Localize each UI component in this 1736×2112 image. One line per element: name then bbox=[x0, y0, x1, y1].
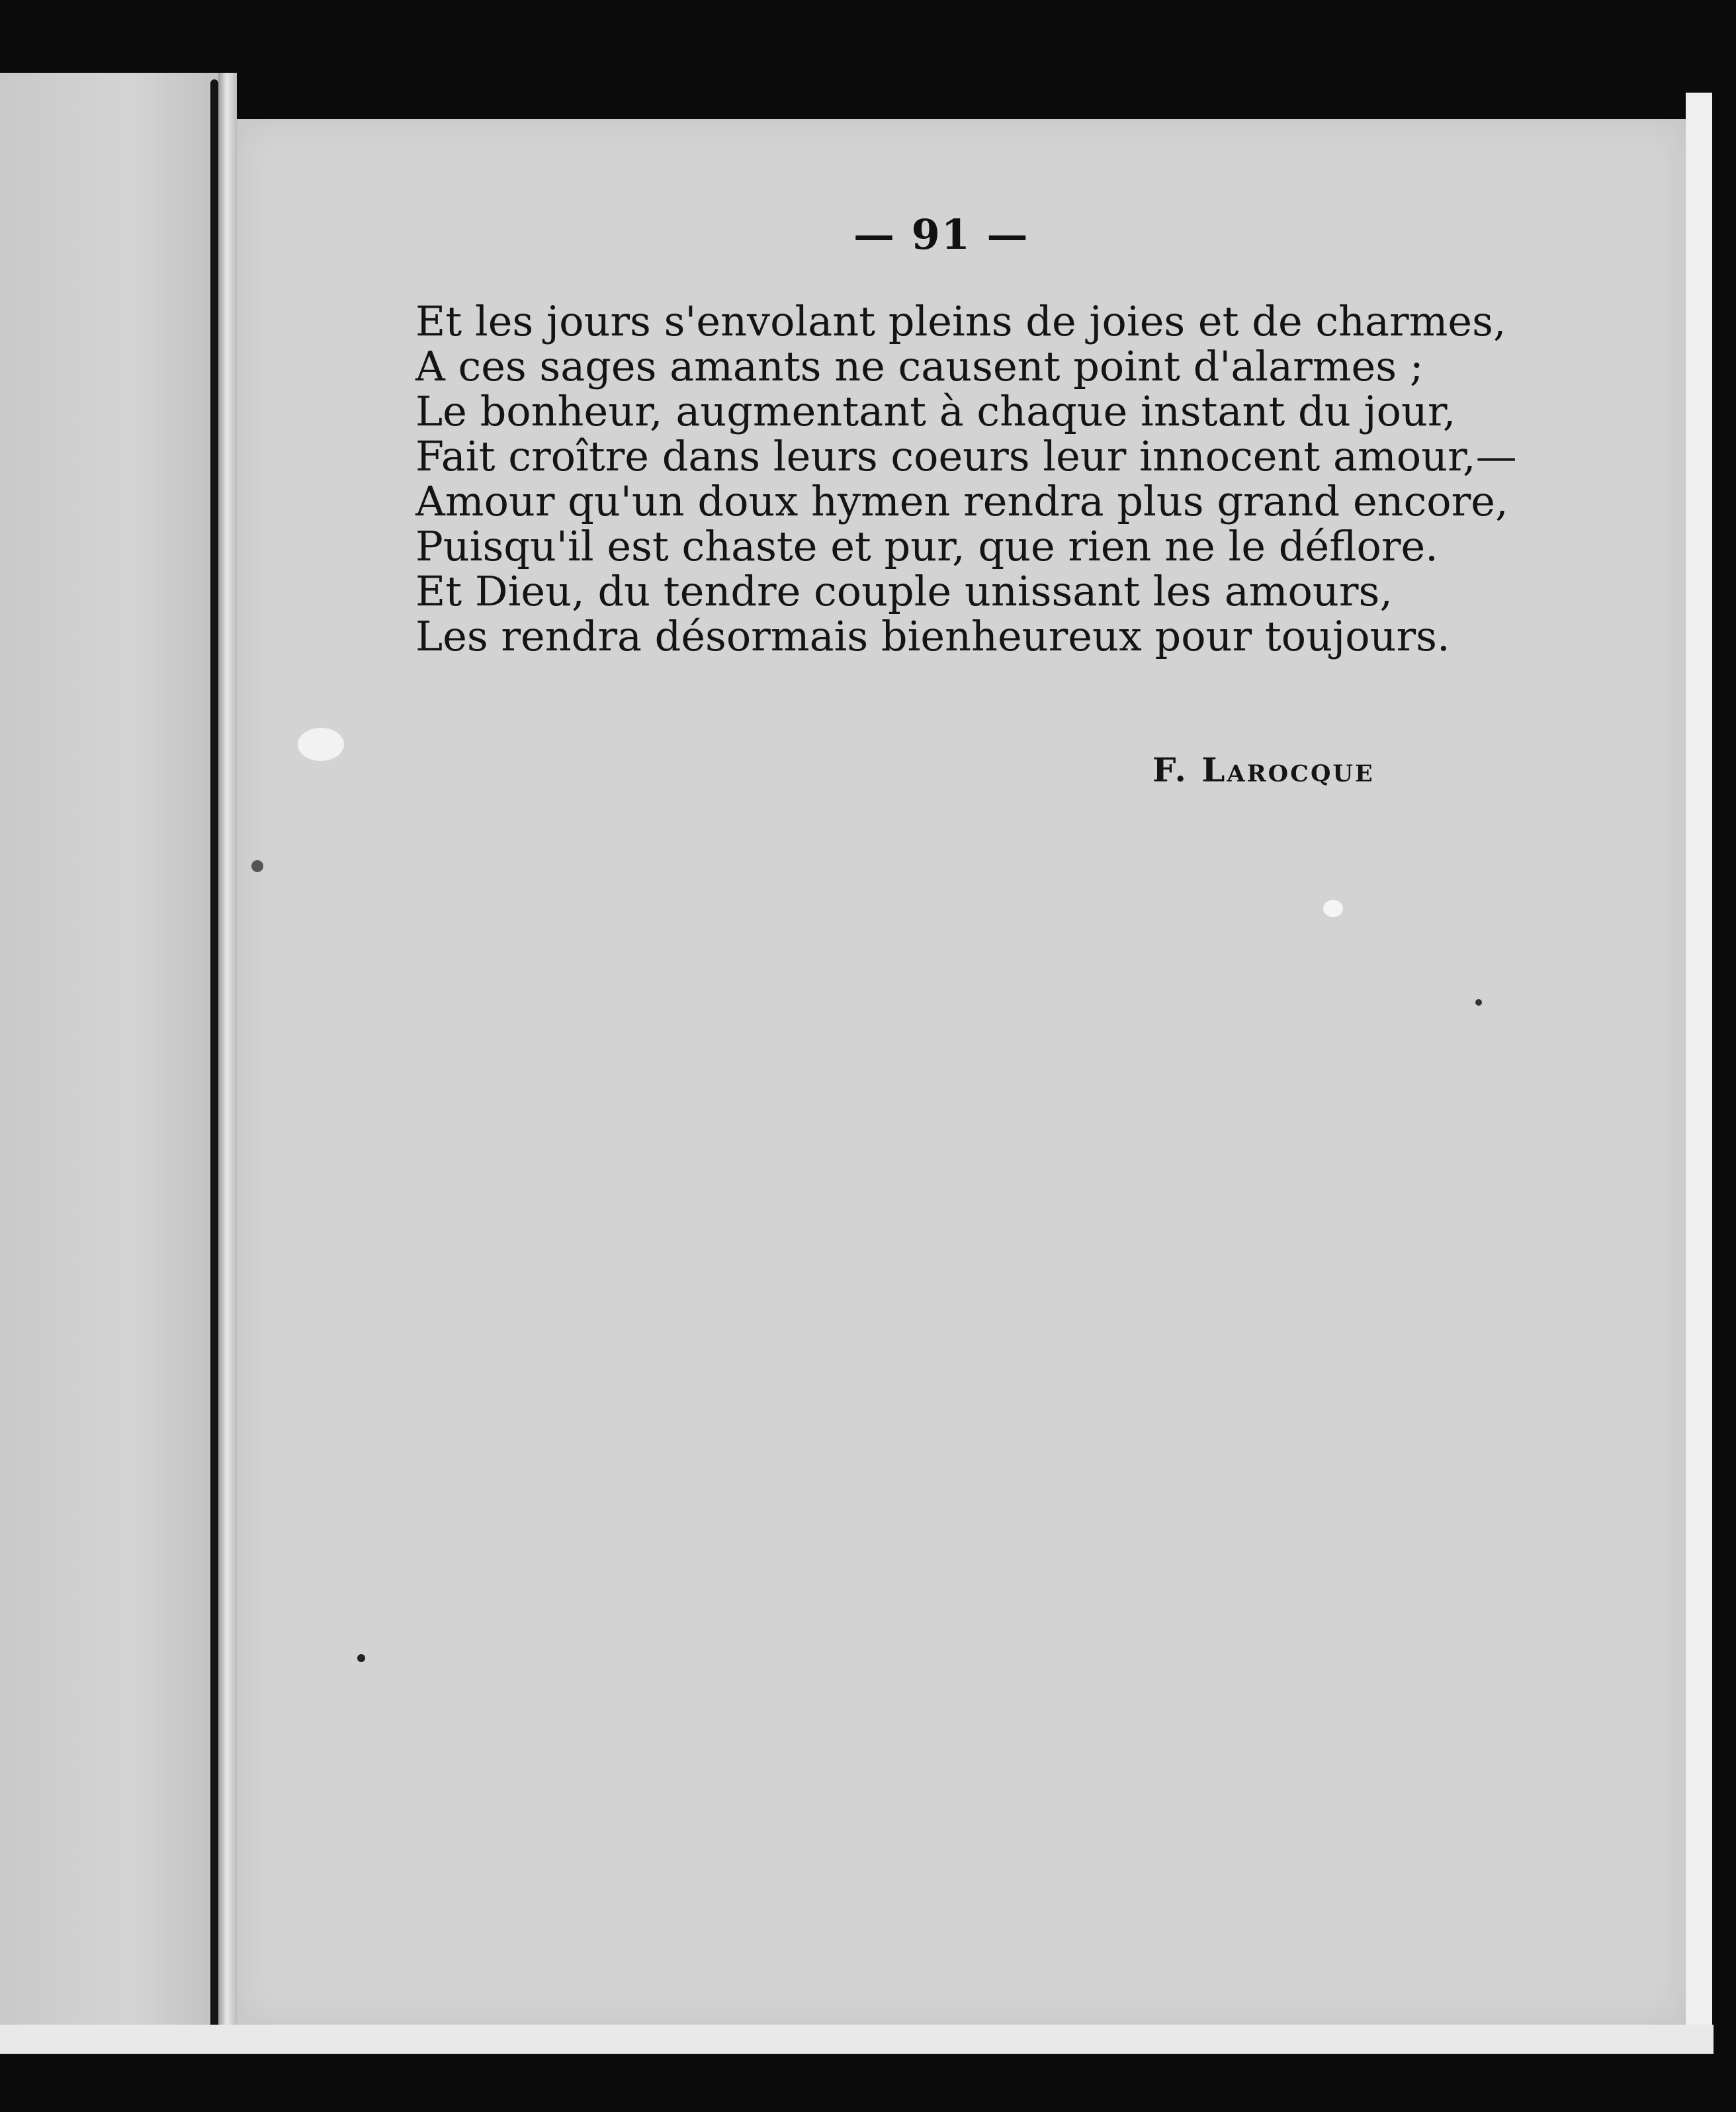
poem-line: Les rendra désormais bienheureux pour toujours. bbox=[415, 612, 1450, 660]
poem-line: Fait croître dans leurs coeurs leur innocent amour,— bbox=[415, 432, 1517, 480]
poem-line: Puisqu'il est chaste et pur, que rien ne le déflore. bbox=[415, 522, 1438, 570]
poem-line: Le bonheur, augmentant à chaque instant du jour, bbox=[415, 387, 1456, 435]
poem-text bbox=[415, 297, 1517, 660]
author-signature: F. Larocque bbox=[1152, 750, 1375, 789]
scan-speck bbox=[298, 728, 344, 761]
scan-speck bbox=[1323, 900, 1343, 917]
scan-speck bbox=[1475, 999, 1482, 1006]
page-edge-right bbox=[1686, 93, 1712, 2025]
binding-line bbox=[210, 79, 218, 2038]
page-gutter bbox=[218, 73, 237, 2045]
scan-speck bbox=[357, 1654, 365, 1662]
scan-speck bbox=[251, 860, 263, 872]
poem-line: Et Dieu, du tendre couple unissant les amours, bbox=[415, 567, 1393, 615]
page-edge-bottom bbox=[0, 2025, 1714, 2054]
poem-line: Et les jours s'envolant pleins de joies et de charmes, bbox=[415, 297, 1506, 345]
left-facing-page bbox=[0, 73, 218, 2045]
poem-line: A ces sages amants ne causent point d'alarmes ; bbox=[415, 342, 1424, 390]
page-number: — 91 — bbox=[853, 210, 1029, 259]
poem-line: Amour qu'un doux hymen rendra plus grand encore, bbox=[415, 477, 1508, 525]
